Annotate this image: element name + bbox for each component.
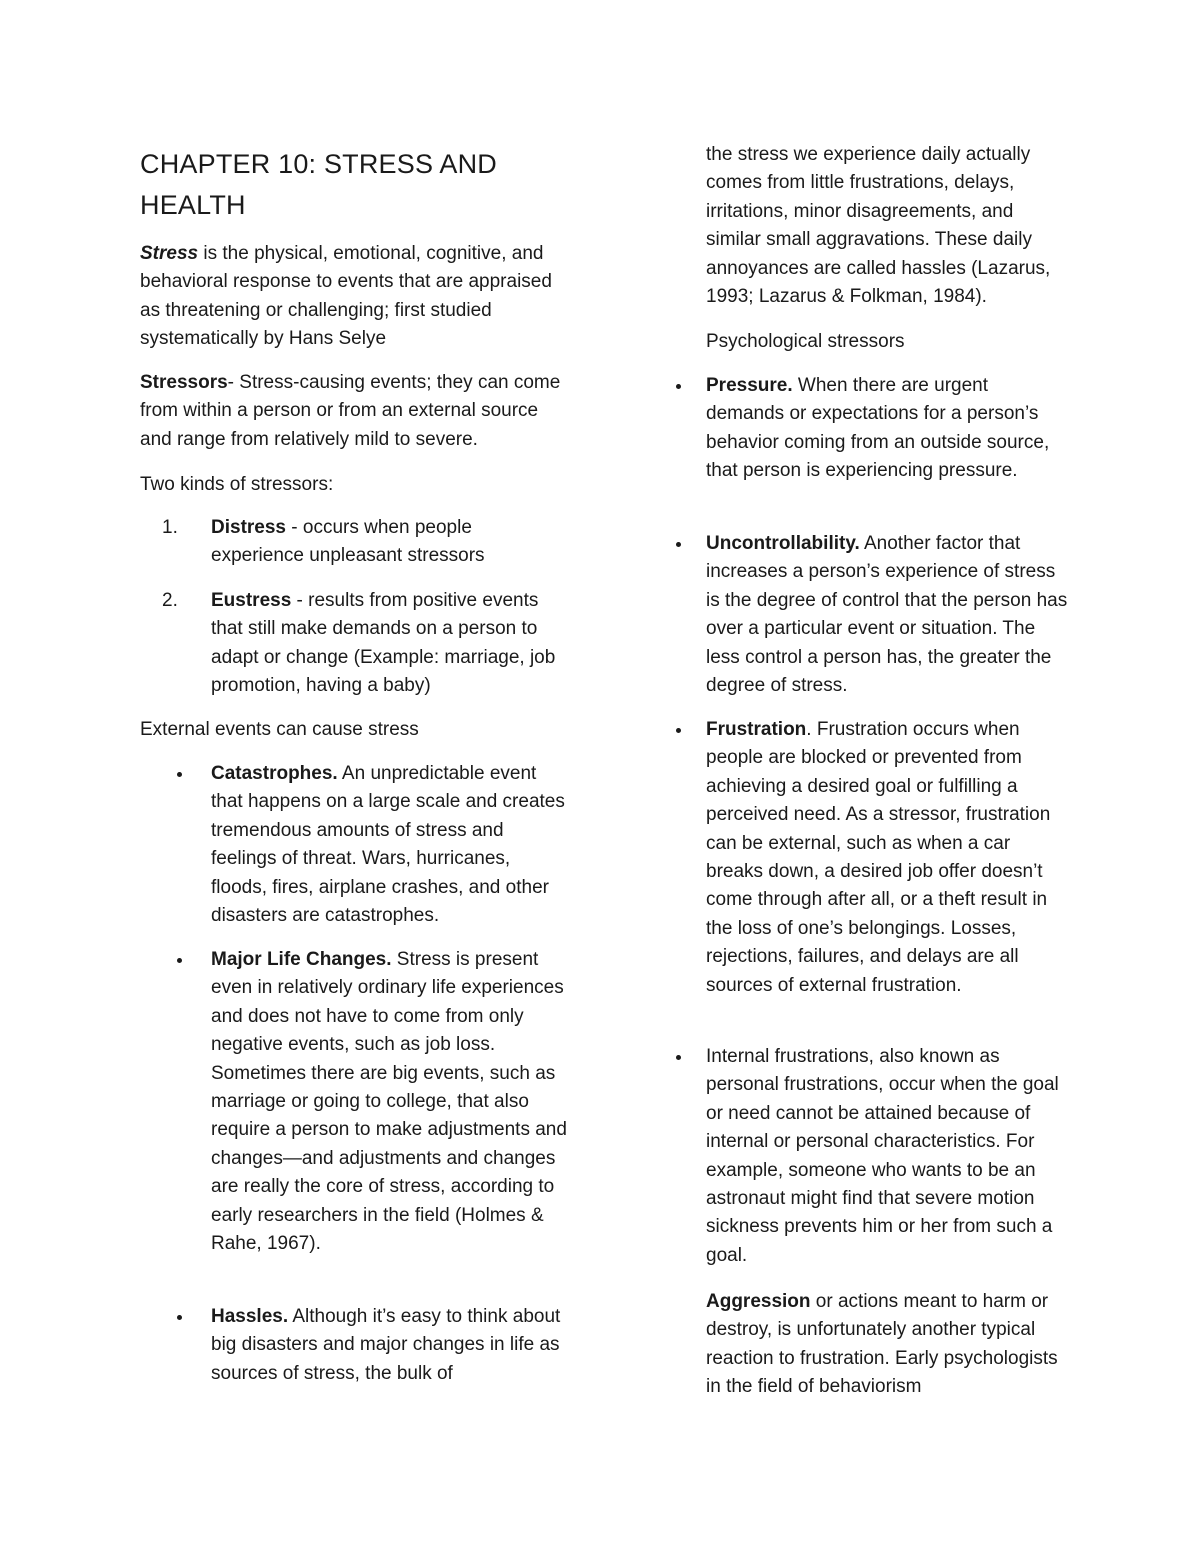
stressors-term: Stressors bbox=[140, 372, 228, 393]
list-item-pressure bbox=[706, 372, 1068, 486]
major-life-changes-term: Major Life Changes. bbox=[211, 949, 392, 970]
distress-term: Distress bbox=[211, 517, 286, 538]
stressors-definition-text: - Stress-causing events; they can come from within a person or from an external source and range from relatively mild to severe. bbox=[140, 372, 561, 450]
internal-frustrations-text: Internal frustrations, also known as personal frustrations, occur when the goal or need cannot be attained because of internal or personal characteristics. For example, someone who wants to be an astronaut might find that severe motion sickness prevents him or her from such a goal. bbox=[706, 1046, 1059, 1266]
eustress-term: Eustress bbox=[211, 590, 292, 611]
uncontrollability-term: Uncontrollability. bbox=[706, 533, 860, 554]
bullet-icon bbox=[676, 384, 681, 389]
bullet-icon bbox=[676, 1055, 681, 1060]
frustration-text: . Frustration occurs when people are blocked or prevented from achieving a desired goal or fulfilling a perceived need. As a stressor, frustration can be external, such as when a car breaks down, a desired job offer doesn’t come through after all, or a theft result in the loss of one’s belongings. Losses, rejections, failures, and delays are all sources of external frustration. bbox=[706, 719, 1051, 996]
aggression-text: or actions meant to harm or destroy, is unfortunately another typical reaction to frustration. Early psychologists in the field of behaviorism bbox=[706, 1291, 1058, 1398]
hassles-term: Hassles. bbox=[211, 1306, 289, 1327]
catastrophes-term: Catastrophes. bbox=[211, 763, 338, 784]
psychological-stressors-heading: Psychological stressors bbox=[706, 331, 905, 352]
bullet-icon bbox=[177, 958, 182, 963]
external-events-heading: External events can cause stress bbox=[140, 719, 419, 740]
list-item-hassles bbox=[140, 1303, 570, 1388]
list-item-major-life-changes bbox=[140, 946, 570, 1258]
list-number: 2. bbox=[162, 590, 178, 611]
hassles-text: Although it’s easy to think about big disasters and major changes in life as sources of stress, the bulk of bbox=[211, 1306, 561, 1384]
list-item-distress bbox=[140, 514, 570, 571]
aggression-term: Aggression bbox=[706, 1291, 811, 1312]
bullet-icon bbox=[676, 542, 681, 547]
chapter-title bbox=[140, 144, 497, 226]
stress-definition-text: is the physical, emotional, cognitive, and behavioral response to events that are appraised as threatening or challenging; first studied systematically by Hans Selye bbox=[140, 243, 552, 350]
bullet-icon bbox=[177, 772, 182, 777]
pressure-term: Pressure. bbox=[706, 375, 793, 396]
chapter-title-line-2: HEALTH bbox=[140, 190, 246, 220]
uncontrollability-text: Another factor that increases a person’s experience of stress is the degree of control that the person has over a particular event or situation. The less control a person has, the greater the degree of stress. bbox=[706, 533, 1068, 697]
bullet-icon bbox=[676, 728, 681, 733]
list-item-internal-frustrations bbox=[706, 1043, 1068, 1270]
stress-definition bbox=[140, 240, 570, 354]
eustress-text: - results from positive events that still make demands on a person to adapt or change (Example: marriage, job promotion, having a baby) bbox=[211, 590, 556, 697]
list-item-uncontrollability bbox=[706, 530, 1068, 700]
stressors-definition bbox=[140, 369, 570, 454]
catastrophes-text: An unpredictable event that happens on a large scale and creates tremendous amounts of stress and feelings of threat. Wars, hurricanes, floods, fires, airplane crashes, and other disasters are catastrophes. bbox=[211, 763, 565, 927]
pressure-text: When there are urgent demands or expectations for a person’s behavior coming from an outside source, that person is experiencing pressure. bbox=[706, 375, 1050, 482]
two-kinds-heading: Two kinds of stressors: bbox=[140, 474, 334, 495]
stress-term: Stress bbox=[140, 243, 199, 264]
list-number: 1. bbox=[162, 517, 178, 538]
list-item-eustress bbox=[140, 587, 570, 701]
aggression-paragraph bbox=[706, 1288, 1068, 1402]
major-life-changes-text: Stress is present even in relatively ordinary life experiences and does not have to come from only negative events, such as job loss. Sometimes there are big events, such as marriage or going to college, that also require a person to make adjustments and changes—and adjustments and changes are really the core of stress, according to early researchers in the field (Holmes & Rahe, 1967). bbox=[211, 949, 567, 1255]
list-item-catastrophes bbox=[140, 760, 570, 930]
list-item-frustration bbox=[706, 716, 1068, 1000]
frustration-term: Frustration bbox=[706, 719, 807, 740]
hassles-continued: the stress we experience daily actually comes from little frustrations, delays, irritations, minor disagreements, and similar small aggravations. These daily annoyances are called hassles (Lazarus, 1993; Lazarus & Folkman, 1984). bbox=[706, 144, 1051, 308]
bullet-icon bbox=[177, 1315, 182, 1320]
chapter-title-line-1: CHAPTER 10: STRESS AND bbox=[140, 149, 497, 179]
distress-text: - occurs when people experience unpleasant stressors bbox=[211, 517, 485, 567]
